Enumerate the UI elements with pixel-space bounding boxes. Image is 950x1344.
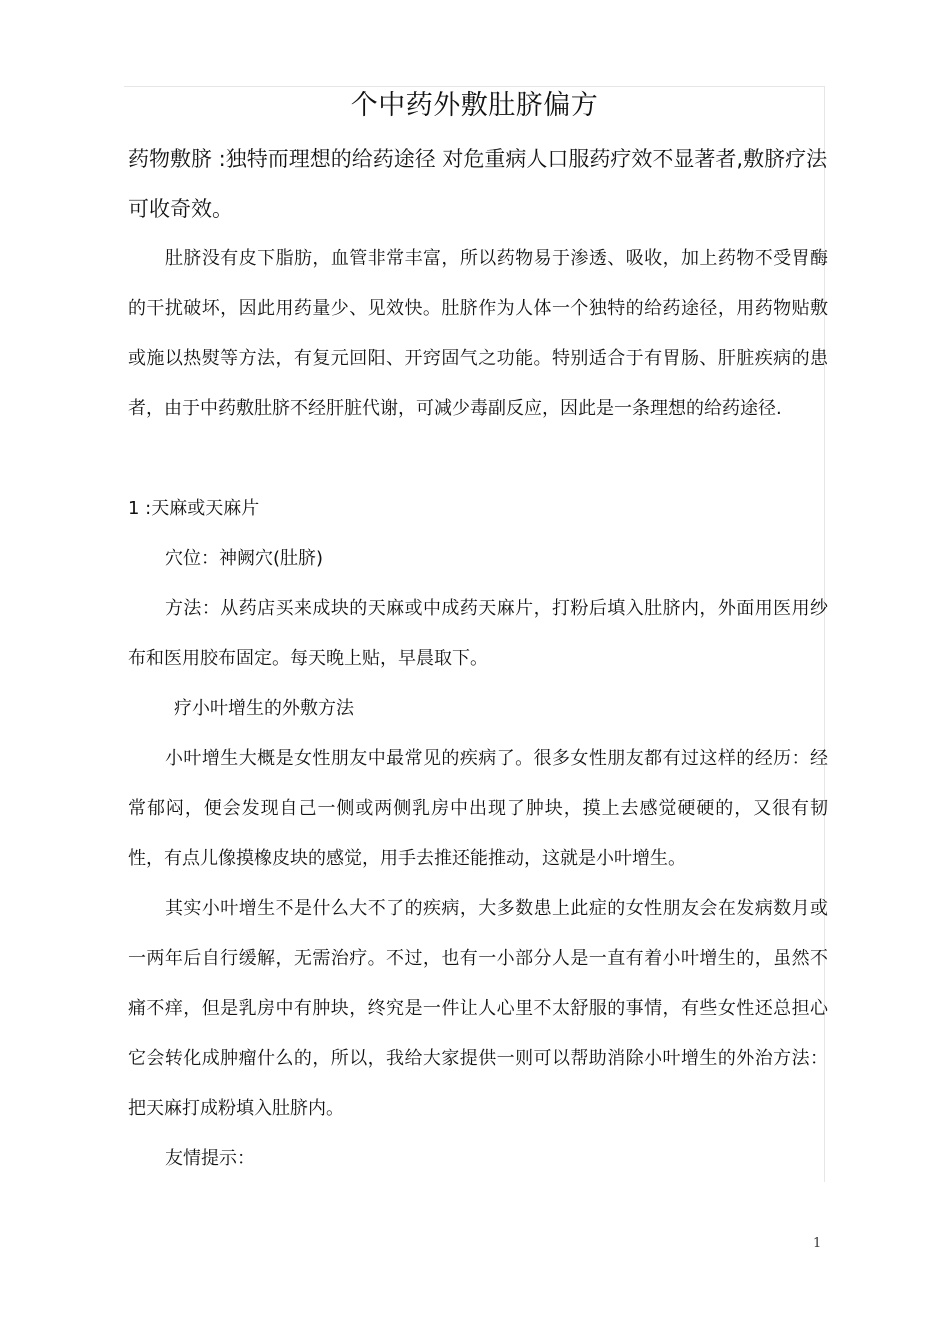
document-title: 个中药外敷肚脐偏方 [350,90,599,121]
page-number: 1 [813,1236,822,1251]
paragraph-navel-absorption: 肚脐没有皮下脂肪，血管非常丰富，所以药物易于渗透、吸收，加上药物不受胃酶的干扰破坏，因此用药量少、见效快。肚脐作为人体一个独特的给药途径，用药物贴敷或施以热熨等方法，有复元回阳、开窍固气之功能。特别适合于有胃肠、肝脏疾病的患者，由于中药敷肚脐不经肝脏代谢，可减少毒副反应，因此是一条理想的给药途径. [128,248,828,419]
section-heading-tianma: 1 :天麻或天麻片 [128,498,260,519]
paragraph-friendly-tip: 友情提示： [165,1148,255,1169]
section-heading-lobular-hyperplasia: 疗小叶增生的外敷方法 [174,698,354,719]
paragraph-hyperplasia-treatment: 其实小叶增生不是什么大不了的疾病，大多数患上此症的女性朋友会在发病数月或一两年后自行缓解，无需治疗。不过，也有一小部分人是一直有着小叶增生的，虽然不痛不痒，但是乳房中有肿块，终究是一件让人心里不太舒服的事情，有些女性还总担心它会转化成肿瘤什么的，所以，我给大家提供一则可以帮助消除小叶增生的外治方法：把天麻打成粉填入肚脐内。 [128,898,828,1119]
paragraph-method: 方法：从药店买来成块的天麻或中成药天麻片，打粉后填入肚脐内，外面用医用纱布和医用胶布固定。每天晚上贴，早晨取下。 [128,598,828,669]
paragraph-hyperplasia-description: 小叶增生大概是女性朋友中最常见的疾病了。很多女性朋友都有过这样的经历：经常郁闷，便会发现自己一侧或两侧乳房中出现了肿块，摸上去感觉硬硬的，又很有韧性，有点儿像摸橡皮块的感觉，用手去推还能推动，这就是小叶增生。 [128,748,828,869]
lead-paragraph: 药物敷脐 :独特而理想的给药途径 对危重病人口服药疗效不显著者,敷脐疗法可收奇效。 [128,147,828,221]
paragraph-acupoint: 穴位：神阙穴(肚脐) [165,548,324,569]
